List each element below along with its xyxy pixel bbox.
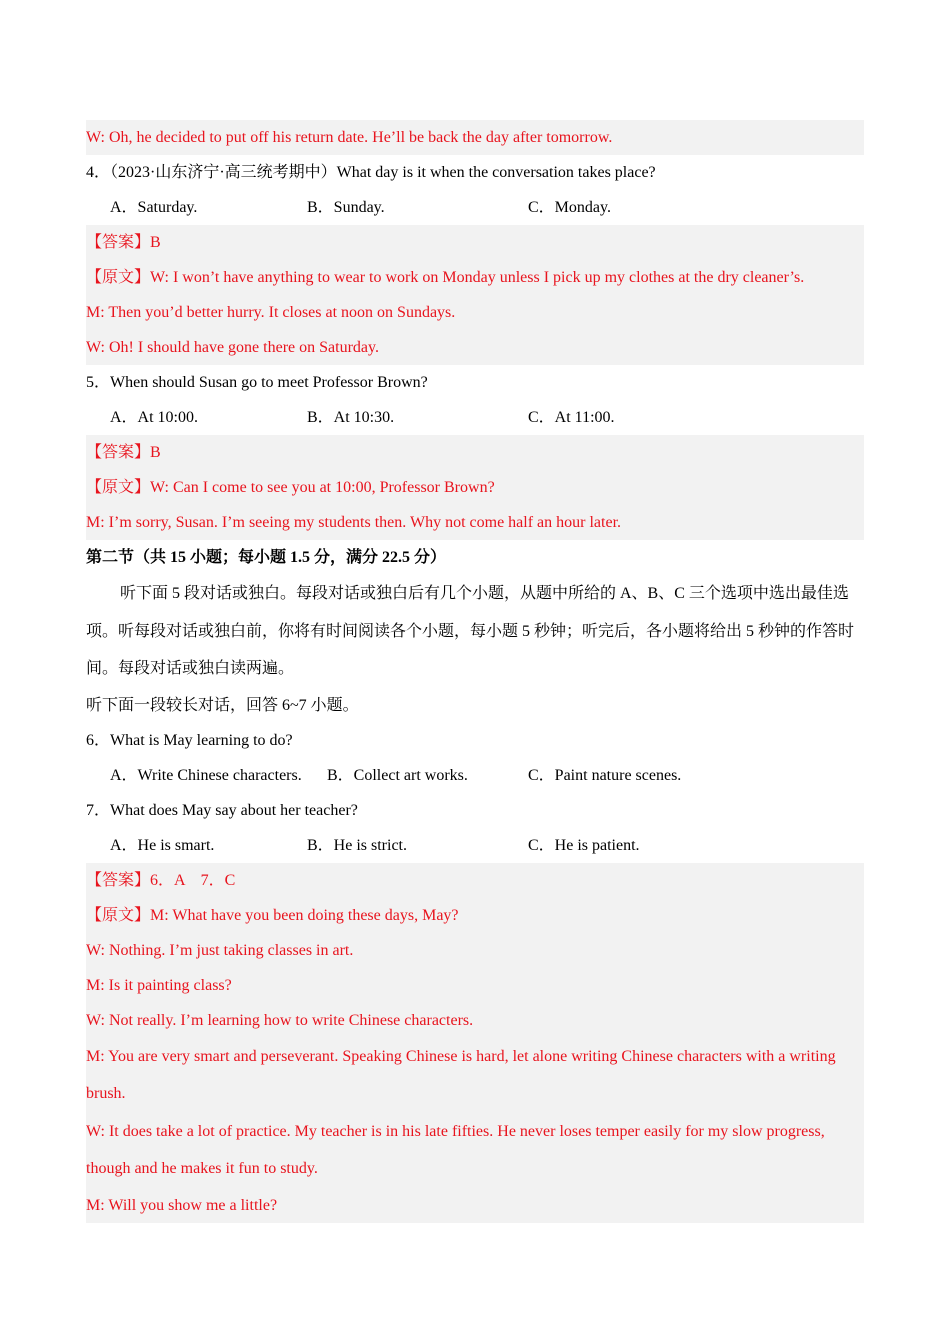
option-b: B．Sunday. xyxy=(307,199,385,216)
transcript-line: 【原文】W: Can I come to see you at 10:00, Professor Brown? xyxy=(86,479,495,496)
option-a: A．He is smart. xyxy=(110,836,215,854)
answer: 【答案】6．A 7．C xyxy=(86,871,236,889)
option-c: C．Monday. xyxy=(528,199,611,216)
option-b: B．At 10:30. xyxy=(307,409,395,426)
transcript-line: M: You are very smart and perseverant. Speaking Chinese is hard, let alone writing Chinese characters with a writing brush. xyxy=(86,1047,836,1102)
q5-options xyxy=(86,400,864,435)
transcript-line: 【原文】M: What have you been doing these days, May? xyxy=(86,906,459,924)
option-c: C．Paint nature scenes. xyxy=(528,766,682,784)
answer: 【答案】B xyxy=(86,444,161,461)
transcript-line: M: Will you show me a little? xyxy=(86,1196,278,1214)
transcript-line: W: Not really. I’m learning how to write Chinese characters. xyxy=(86,1011,474,1029)
option-b: B．Collect art works. xyxy=(327,766,468,784)
option-c: C．At 11:00. xyxy=(528,409,615,426)
option-a: A．At 10:00. xyxy=(110,409,199,426)
option-a: A．Saturday. xyxy=(110,199,198,216)
option-c: C．He is patient. xyxy=(528,836,640,854)
q67-answer-block xyxy=(86,863,864,1223)
q6-options xyxy=(86,758,864,793)
section-heading: 第二节（共 15 小题；每小题 1.5 分，满分 22.5 分） xyxy=(86,549,447,566)
transcript-line: M: Then you’d better hurry. It closes at noon on Sundays. xyxy=(86,304,456,321)
question-6: 6．What is May learning to do? xyxy=(86,731,293,749)
question-5: 5．When should Susan go to meet Professor Brown? xyxy=(86,374,428,391)
question-4: 4．（2023·山东济宁·高三统考期中）What day is it when the conversation takes place? xyxy=(86,164,656,181)
transcript-line: W: Nothing. I’m just taking classes in art. xyxy=(86,941,354,959)
transcript-line: 【原文】W: I won’t have anything to wear to work on Monday unless I pick up my clothes at the dry cleaner’s. xyxy=(86,269,805,286)
q4-answer-block xyxy=(86,225,864,365)
answer: 【答案】B xyxy=(86,234,161,251)
transcript-line: W: Oh! I should have gone there on Saturday. xyxy=(86,339,379,356)
q7-options xyxy=(86,828,864,863)
section-instructions: 听下面 5 段对话或独白。每段对话或独白后有几个小题，从题中所给的 A、B、C 三个选项中选出最佳选项。听每段对话或独白前，你将有时间阅读各个小题，每小题 5 秒钟；听完后，各小题将给出 5 秒钟的作答时间。每段对话或独白读两遍。 xyxy=(86,585,855,677)
q4-options xyxy=(86,190,864,225)
transcript-line: M: Is it painting class? xyxy=(86,976,232,994)
transcript-line: W: It does take a lot of practice. My teacher is in his late fifties. He never loses temper easily for my slow progress, though and he makes it fun to study. xyxy=(86,1122,825,1177)
question-7: 7．What does May say about her teacher? xyxy=(86,801,358,819)
sub-instruction: 听下面一段较长对话，回答 6~7 小题。 xyxy=(86,696,359,714)
q5-answer-block xyxy=(86,435,864,540)
prev-transcript-block xyxy=(86,120,864,155)
transcript-line: M: I’m sorry, Susan. I’m seeing my students then. Why not come half an hour later. xyxy=(86,514,622,531)
option-b: B．He is strict. xyxy=(307,836,407,854)
transcript-line: W: Oh, he decided to put off his return date. He’ll be back the day after tomorrow. xyxy=(86,129,613,146)
option-a: A．Write Chinese characters. xyxy=(110,766,302,784)
